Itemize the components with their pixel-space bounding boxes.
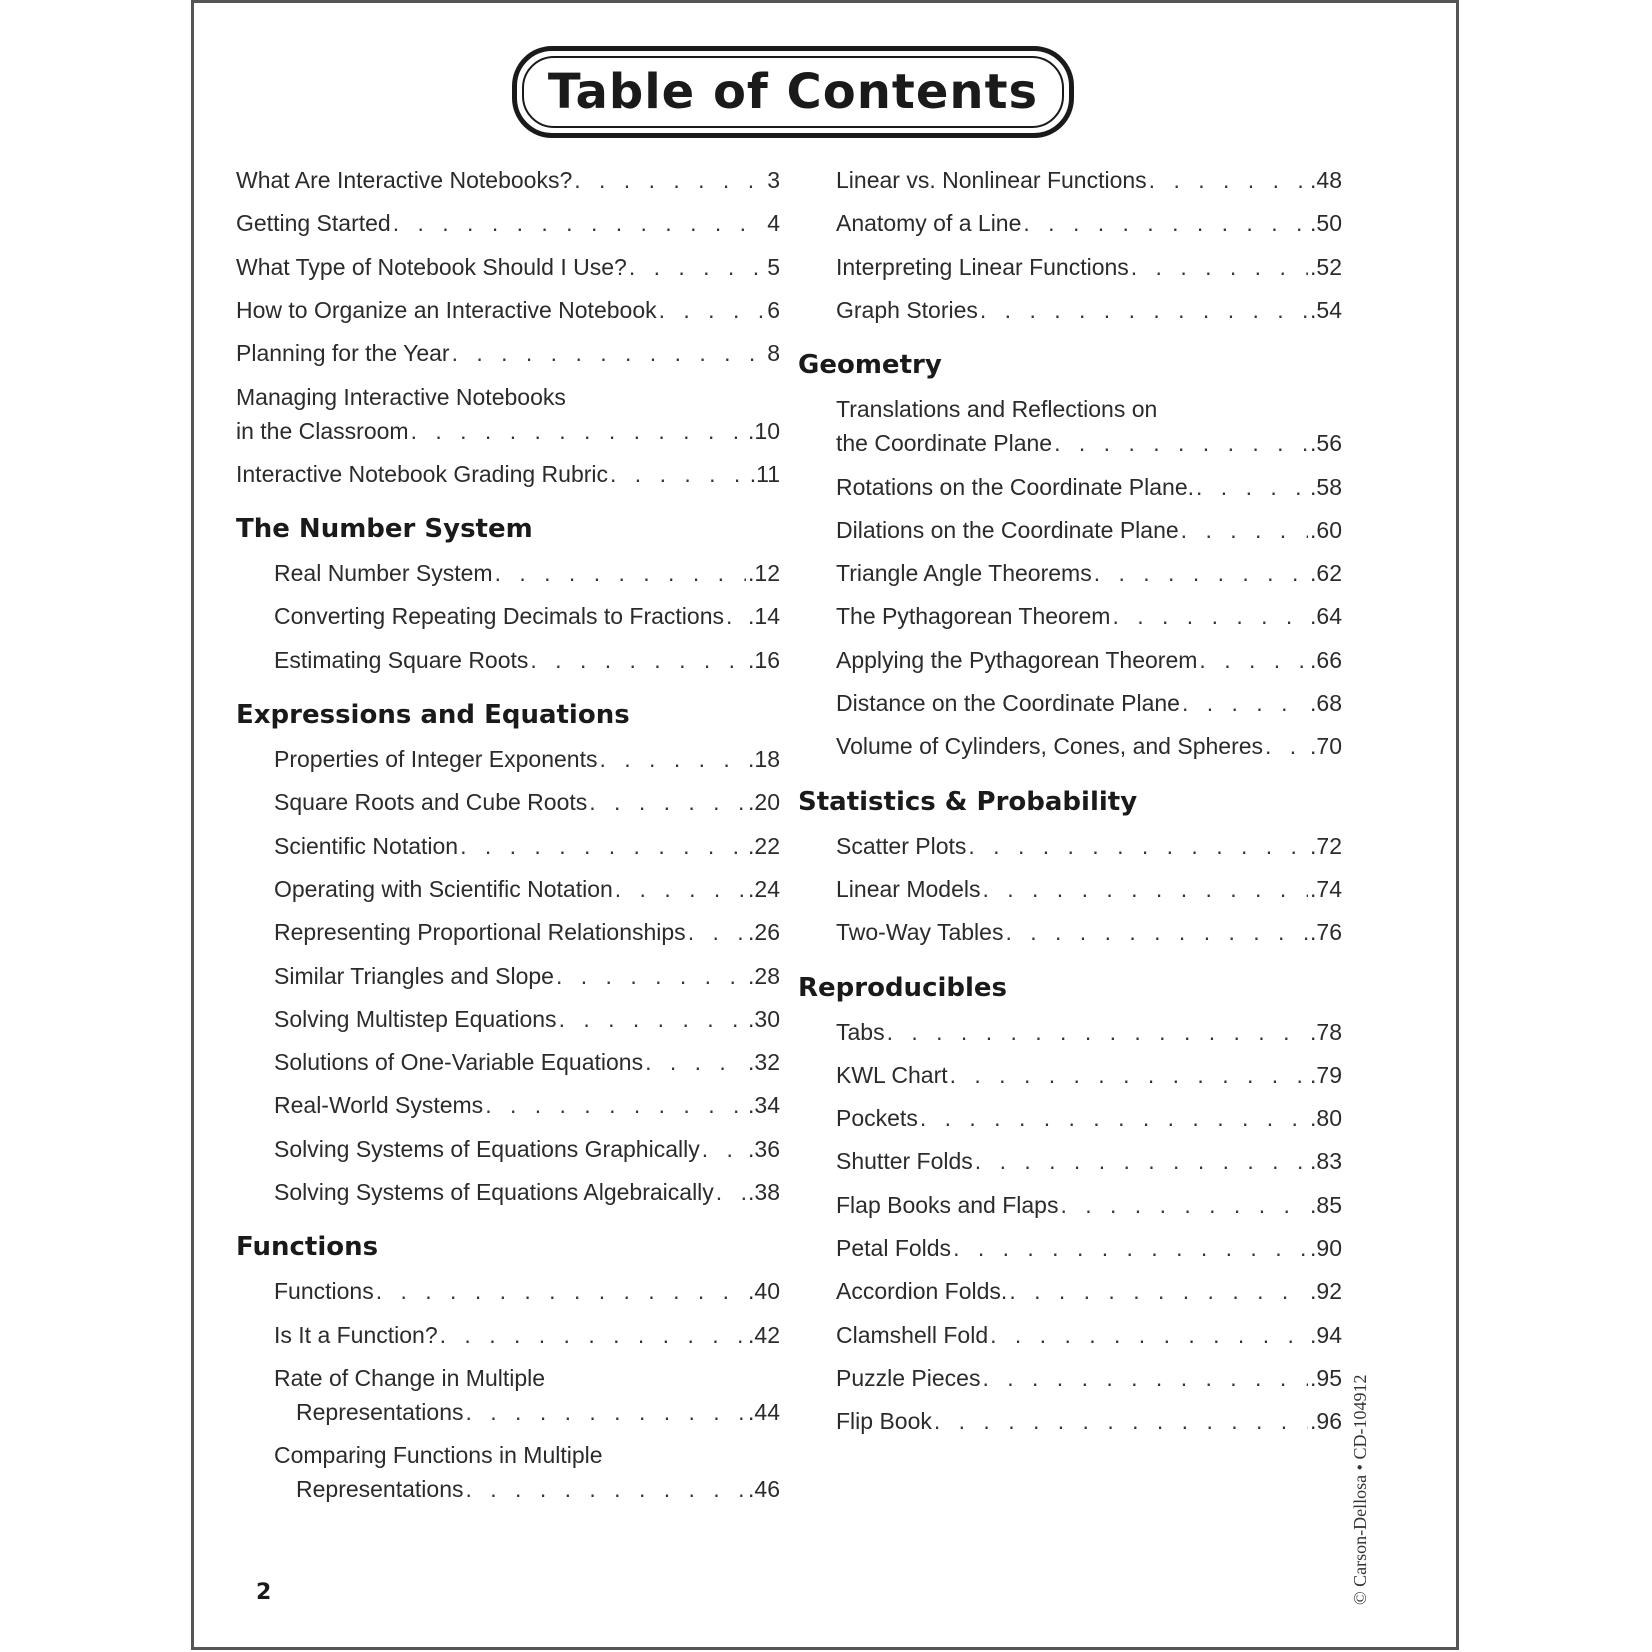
dot-leader — [460, 829, 746, 863]
toc-entry-page: .11 — [749, 460, 780, 487]
toc-entry-page: .66 — [1310, 646, 1342, 673]
toc-entry-page: .56 — [1310, 430, 1342, 457]
toc-entry-page: .95 — [1310, 1364, 1342, 1391]
dot-leader — [559, 1002, 746, 1036]
toc-entry-page: .30 — [748, 1005, 780, 1032]
toc-entry-label: the Coordinate Plane — [836, 430, 1053, 457]
toc-entry — [274, 829, 780, 863]
section-heading: Statistics & Probability — [798, 786, 1138, 817]
toc-entry-label: Interactive Notebook Grading Rubric — [236, 460, 609, 487]
dot-leader — [887, 1015, 1308, 1049]
dot-leader — [574, 163, 765, 197]
toc-entry — [236, 457, 780, 491]
toc-entry — [236, 414, 780, 448]
toc-entry — [836, 1404, 1342, 1438]
dot-leader — [982, 872, 1308, 906]
toc-entry — [236, 293, 780, 327]
toc-entry-label: Solving Systems of Equations Algebraically — [274, 1179, 714, 1205]
toc-entry — [836, 206, 1342, 240]
toc-entry-page: .38 — [748, 1179, 780, 1205]
toc-entry-label: Clamshell Fold — [836, 1321, 989, 1348]
toc-entry-page: .64 — [1310, 603, 1342, 630]
toc-entry — [836, 872, 1342, 906]
toc-entry-page: .62 — [1310, 560, 1342, 587]
dot-leader — [920, 1101, 1308, 1135]
toc-entry — [274, 556, 780, 590]
toc-entry-label: Converting Repeating Decimals to Fractions — [274, 603, 724, 630]
toc-entry-page: .34 — [748, 1092, 780, 1119]
toc-entry — [236, 206, 780, 240]
dot-leader — [599, 742, 746, 776]
toc-entry-label: Applying the Pythagorean Theorem — [836, 646, 1198, 673]
toc-entry-label: KWL Chart — [836, 1061, 948, 1088]
toc-entry-page: .94 — [1310, 1321, 1342, 1348]
toc-entry-label: Functions — [274, 1278, 374, 1305]
toc-entry-label: Distance on the Coordinate Plane — [836, 690, 1180, 716]
toc-entry — [836, 1361, 1342, 1395]
toc-entry-page: .78 — [1310, 1018, 1342, 1045]
toc-entry-label: Flap Books and Flaps — [836, 1191, 1059, 1218]
toc-entry-page: .54 — [1310, 296, 1342, 323]
toc-entry-label: Getting Started — [236, 210, 391, 237]
toc-entry-label: Operating with Scientific Notation — [274, 875, 613, 902]
toc-entry-label: Scatter Plots — [836, 832, 967, 859]
toc-entry-page: .96 — [1310, 1408, 1342, 1435]
toc-entry — [836, 1318, 1342, 1352]
dot-leader — [990, 1318, 1308, 1352]
toc-entry-page: .28 — [748, 962, 780, 989]
toc-entry-page: .52 — [1310, 253, 1342, 280]
toc-entry — [836, 1188, 1342, 1222]
toc-entry-label: Tabs — [836, 1018, 885, 1045]
toc-entry-page: .48 — [1310, 167, 1342, 193]
dot-leader — [1005, 915, 1308, 949]
dot-leader — [452, 336, 766, 370]
toc-entry-page: 5 — [767, 253, 780, 280]
toc-entry-page: .79 — [1310, 1061, 1342, 1088]
toc-entry — [836, 1101, 1342, 1135]
toc-entry-label: Accordion Folds. — [836, 1278, 1008, 1305]
toc-entry-label: Volume of Cylinders, Cones, and Spheres — [836, 733, 1264, 760]
toc-entry — [296, 1395, 780, 1429]
toc-entry-label-line1: Comparing Functions in Multiple — [274, 1442, 603, 1469]
toc-entry — [836, 829, 1342, 863]
toc-entry — [274, 1088, 780, 1122]
toc-entry-page: .83 — [1310, 1148, 1342, 1175]
toc-entry — [836, 470, 1342, 504]
toc-entry-page: .18 — [748, 746, 780, 772]
dot-leader — [934, 1404, 1308, 1438]
toc-entry-label: Shutter Folds — [836, 1148, 973, 1175]
toc-entry-page: .50 — [1310, 210, 1342, 237]
toc-entry-label: Scientific Notation — [274, 832, 459, 859]
toc-entry-page: .70 — [1310, 733, 1342, 760]
page-number: 2 — [256, 1580, 272, 1605]
dot-leader — [950, 1058, 1308, 1092]
toc-entry-label: Linear vs. Nonlinear Functions — [836, 167, 1147, 193]
toc-entry-page: .80 — [1310, 1105, 1342, 1132]
toc-entry-label: in the Classroom — [236, 417, 409, 444]
toc-entry-label: Properties of Integer Exponents — [274, 746, 598, 772]
toc-entry-page: .76 — [1310, 919, 1342, 946]
toc-entry-page: 8 — [767, 340, 780, 367]
toc-entry — [236, 163, 780, 197]
toc-entry — [274, 959, 780, 993]
dot-leader — [1181, 513, 1308, 547]
toc-entry-page: 4 — [767, 210, 780, 237]
dot-leader — [702, 1132, 746, 1166]
toc-entry-label: Representing Proportional Relationships — [274, 919, 686, 946]
toc-entry-page: .12 — [748, 560, 780, 587]
dot-leader — [466, 1395, 747, 1429]
dot-leader — [1054, 426, 1308, 460]
dot-leader — [411, 414, 746, 448]
toc-entry — [274, 915, 780, 949]
toc-entry — [274, 1274, 780, 1308]
toc-entry — [236, 336, 780, 370]
dot-leader — [968, 829, 1308, 863]
toc-entry-page: .20 — [748, 789, 780, 816]
toc-entry-page: .22 — [748, 832, 780, 859]
toc-entry — [836, 250, 1342, 284]
toc-entry-label-line1: Managing Interactive Notebooks — [236, 383, 566, 410]
toc-entry — [836, 293, 1342, 327]
toc-entry-label: Solutions of One-Variable Equations — [274, 1049, 644, 1076]
toc-entry-label: Puzzle Pieces — [836, 1364, 981, 1391]
section-heading: Geometry — [798, 350, 942, 381]
toc-entry-label-line1: Rate of Change in Multiple — [274, 1364, 546, 1391]
toc-entry — [836, 1015, 1342, 1049]
dot-leader — [1112, 599, 1308, 633]
toc-entry-label: Linear Models — [836, 875, 981, 902]
toc-entry-page: .72 — [1310, 832, 1342, 859]
toc-entry-page: .68 — [1310, 690, 1342, 716]
dot-leader — [1199, 643, 1308, 677]
dot-leader — [1060, 1188, 1308, 1222]
toc-entry-label: What Are Interactive Notebooks? — [236, 167, 573, 193]
toc-entry-page: .44 — [748, 1398, 780, 1425]
dot-leader — [376, 1274, 746, 1308]
toc-entry — [274, 1175, 780, 1209]
toc-entry — [274, 785, 780, 819]
toc-entry-label: Petal Folds — [836, 1235, 952, 1261]
toc-entry-label: Planning for the Year — [236, 340, 450, 367]
toc-entry — [274, 599, 780, 633]
toc-entry-label: Representations — [296, 1398, 464, 1425]
section-heading: Reproducibles — [798, 972, 1008, 1003]
toc-entry — [274, 742, 780, 776]
toc-entry — [836, 1058, 1342, 1092]
toc-entry-label: Two-Way Tables — [836, 919, 1004, 946]
toc-entry-page: 3 — [767, 167, 780, 193]
dot-leader — [982, 1361, 1308, 1395]
toc-entry — [836, 599, 1342, 633]
toc-entry-page: .90 — [1310, 1235, 1342, 1261]
toc-entry — [274, 1318, 780, 1352]
dot-leader — [1094, 556, 1308, 590]
dot-leader — [980, 293, 1308, 327]
toc-entry-label: Triangle Angle Theorems — [836, 560, 1092, 587]
toc-entry-label: Real-World Systems — [274, 1092, 484, 1119]
toc-entry — [836, 1274, 1342, 1308]
dot-leader — [530, 643, 746, 677]
toc-entry-label: Real Number System — [274, 560, 493, 587]
dot-leader — [659, 293, 766, 327]
toc-entry-label: Anatomy of a Line — [836, 210, 1022, 237]
toc-entry-page: .10 — [748, 417, 780, 444]
toc-entry-page: .26 — [748, 919, 780, 946]
toc-entry-page: .58 — [1310, 473, 1342, 500]
toc-entry-page: .92 — [1310, 1278, 1342, 1305]
dot-leader — [485, 1088, 746, 1122]
toc-entry-label: Graph Stories — [836, 296, 978, 323]
dot-leader — [466, 1472, 747, 1506]
toc-entry-label: Representations — [296, 1476, 464, 1503]
copyright-notice: © Carson-Dellosa • CD-104912 — [1350, 1374, 1370, 1605]
dot-leader — [1182, 686, 1308, 720]
toc-entry-label: Flip Book — [836, 1408, 932, 1435]
section-heading: Expressions and Equations — [236, 700, 630, 730]
dot-leader — [688, 915, 746, 949]
toc-entry-page: .14 — [748, 603, 780, 630]
section-heading: Functions — [236, 1232, 379, 1263]
toc-entry-page: 6 — [767, 296, 780, 323]
dot-leader — [393, 206, 766, 240]
toc-entry-page: .42 — [748, 1321, 780, 1348]
section-heading: The Number System — [236, 514, 533, 545]
dot-leader — [1131, 250, 1308, 284]
toc-entry — [836, 915, 1342, 949]
toc-entry-page: .16 — [748, 646, 780, 673]
dot-leader — [556, 959, 746, 993]
toc-entry-label: Solving Systems of Equations Graphically — [274, 1135, 700, 1162]
title-banner — [512, 46, 1074, 138]
toc-entry-label: Interpreting Linear Functions — [836, 253, 1129, 280]
toc-entry — [274, 1045, 780, 1079]
toc-entry-label: Estimating Square Roots — [274, 646, 529, 673]
toc-entry-page: .36 — [748, 1135, 780, 1162]
toc-entry-label-line1: Translations and Reflections on — [836, 396, 1158, 423]
page-title: Table of Contents — [547, 64, 1039, 120]
toc-entry-label: Square Roots and Cube Roots — [274, 789, 588, 816]
toc-entry — [836, 513, 1342, 547]
dot-leader — [629, 250, 765, 284]
toc-entry-page: .40 — [748, 1278, 780, 1305]
toc-entry — [836, 426, 1342, 460]
toc-entry-label: Is It a Function? — [274, 1321, 438, 1348]
toc-entry-label: Dilations on the Coordinate Plane — [836, 516, 1179, 543]
toc-entry-page: .24 — [748, 875, 780, 902]
toc-entry — [836, 163, 1342, 197]
toc-entry-label: Rotations on the Coordinate Plane. — [836, 473, 1195, 500]
toc-entry-label: How to Organize an Interactive Notebook — [236, 296, 657, 323]
dot-leader — [645, 1045, 746, 1079]
toc-entry — [274, 643, 780, 677]
toc-entry — [836, 556, 1342, 590]
dot-leader — [1023, 206, 1308, 240]
toc-entry-page: .32 — [748, 1049, 780, 1076]
toc-entry-label: The Pythagorean Theorem — [836, 603, 1111, 630]
toc-entry-page: .46 — [748, 1476, 780, 1503]
dot-leader — [726, 599, 746, 633]
dot-leader — [610, 457, 748, 491]
toc-entry-page: .74 — [1310, 875, 1342, 902]
toc-entry — [296, 1472, 780, 1506]
toc-entry-label: Solving Multistep Equations — [274, 1005, 557, 1032]
toc-entry-page: .85 — [1310, 1191, 1342, 1218]
toc-entry — [236, 250, 780, 284]
dot-leader — [975, 1144, 1308, 1178]
dot-leader — [440, 1318, 746, 1352]
dot-leader — [716, 1175, 746, 1209]
toc-entry — [836, 1231, 1342, 1265]
toc-entry — [836, 729, 1342, 763]
dot-leader — [1196, 470, 1308, 504]
dot-leader — [495, 556, 746, 590]
dot-leader — [589, 785, 746, 819]
toc-entry — [836, 1144, 1342, 1178]
toc-entry — [836, 686, 1342, 720]
dot-leader — [1265, 729, 1308, 763]
toc-entry — [274, 1002, 780, 1036]
dot-leader — [1149, 163, 1308, 197]
dot-leader — [1009, 1274, 1308, 1308]
toc-entry-page: .60 — [1310, 516, 1342, 543]
toc-entry-label: Pockets — [836, 1105, 918, 1132]
toc-entry — [836, 643, 1342, 677]
dot-leader — [953, 1231, 1308, 1265]
dot-leader — [615, 872, 746, 906]
toc-entry — [274, 1132, 780, 1166]
toc-entry — [274, 872, 780, 906]
toc-entry-label: What Type of Notebook Should I Use? — [236, 253, 627, 280]
toc-entry-label: Similar Triangles and Slope — [274, 962, 554, 989]
